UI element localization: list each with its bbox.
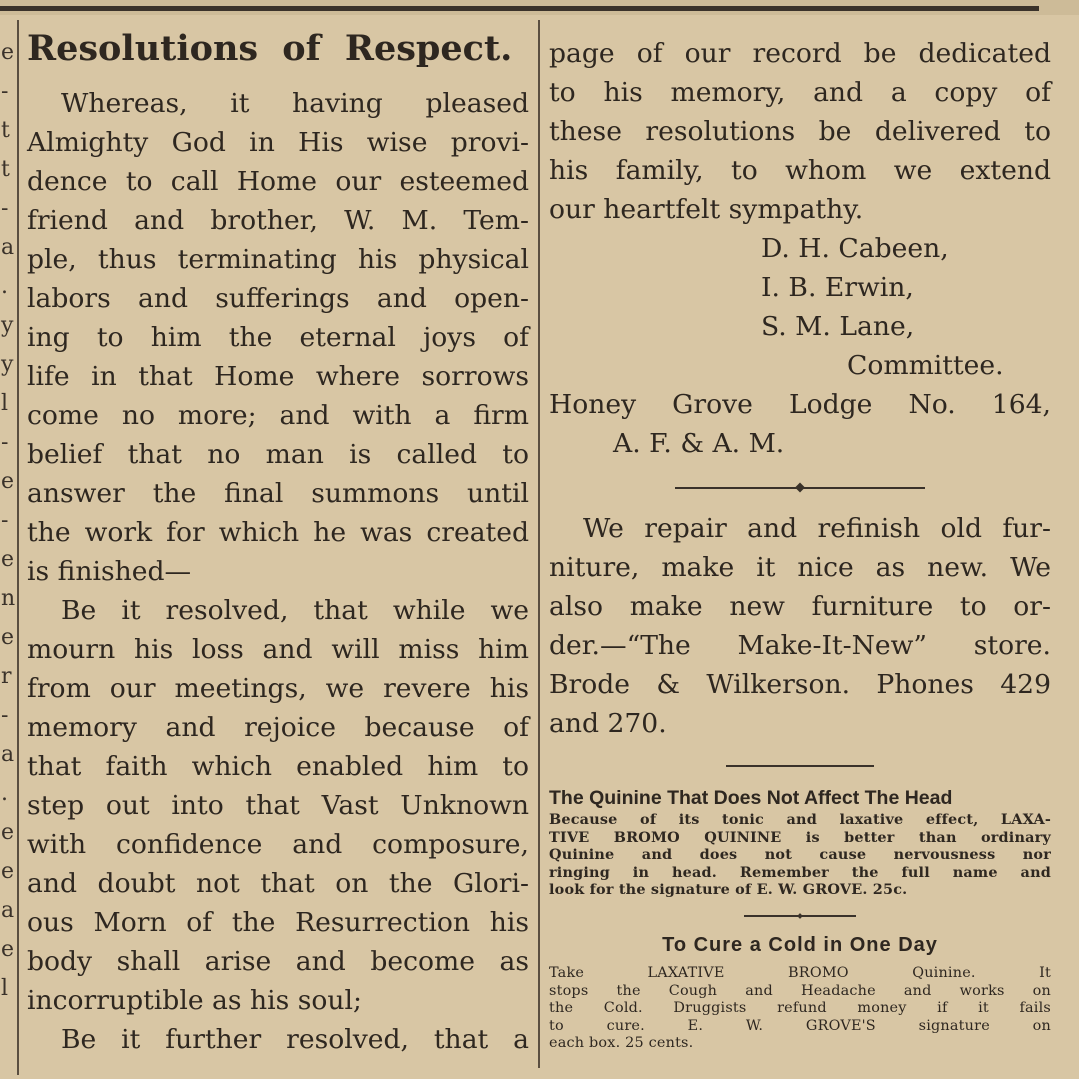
ad-line: TIVE BROMO QUININE is better than ordinary	[549, 828, 1051, 846]
paragraph-line: our heartfelt sympathy.	[549, 194, 864, 225]
separator-rule-2	[726, 765, 874, 767]
ad-line: niture, make it nice as new. We	[549, 552, 1051, 583]
paragraph-line: dence to call Home our esteemed	[27, 166, 529, 197]
fragment-char: -	[1, 508, 9, 533]
masthead-rule	[0, 0, 1079, 15]
fragment-char: -	[1, 196, 9, 221]
ad-line: der.—“The Make-It-New” store.	[549, 630, 1051, 661]
fragment-char: t	[1, 157, 10, 182]
fragment-char: e	[1, 469, 15, 494]
paragraph-line: and doubt not that on the Glori-	[27, 868, 529, 899]
cold-ad-headline: To Cure a Cold in One Day	[662, 933, 938, 956]
paragraph-line: with confidence and composure,	[27, 829, 529, 860]
article-title: Resolutions of Respect.	[27, 28, 513, 69]
paragraph-line: from our meetings, we revere his	[27, 673, 529, 704]
paragraph-line: friend and brother, W. M. Tem-	[27, 205, 529, 236]
paragraph-line: step out into that Vast Unknown	[27, 790, 529, 821]
ad-line: and 270.	[549, 708, 667, 739]
fragment-char: .	[1, 781, 8, 806]
paragraph-line: body shall arise and become as	[27, 946, 529, 977]
ad-line: ringing in head. Remember the full name and	[549, 863, 1051, 881]
furniture-ad	[549, 509, 1051, 743]
quinine-ad	[549, 785, 1051, 899]
ad-line: We repair and refinish old fur-	[583, 513, 1051, 544]
fragment-char: l	[1, 976, 9, 1001]
paragraph-line: ous Morn of the Resurrection his	[27, 907, 529, 938]
fragment-char: a	[1, 235, 15, 260]
fragment-char: -	[1, 79, 9, 104]
paragraph-line: answer the final summons until	[27, 478, 529, 509]
paragraph-line: ple, thus terminating his physical	[27, 244, 529, 275]
paragraph-line: Be it resolved, that while we	[61, 595, 529, 626]
fragment-char: e	[1, 625, 15, 650]
paragraph-line: ing to him the eternal joys of	[27, 322, 529, 353]
paragraph-line: is finished—	[27, 556, 192, 587]
ad-line: to cure. E. W. GROVE'S signature on	[549, 1017, 1051, 1034]
resolutions-article	[27, 24, 529, 1059]
paragraph-line: belief that no man is called to	[27, 439, 529, 470]
ad-line: look for the signature of E. W. GROVE. 25c.	[549, 881, 908, 899]
paragraph-line: mourn his loss and will miss him	[27, 634, 529, 665]
separator-rule-1	[675, 487, 925, 489]
fragment-char: y	[1, 313, 14, 338]
paragraph-line: Be it further resolved, that a	[61, 1024, 529, 1055]
lodge-affiliation: A. F. & A. M.	[613, 428, 785, 459]
paragraph-line: page of our record be dedicated	[549, 38, 1051, 69]
fragment-char: e	[1, 937, 15, 962]
article-paragraph-3	[27, 1020, 529, 1059]
cold-ad-body	[549, 965, 1051, 1053]
fragment-char: .	[1, 274, 8, 299]
paragraph-line: that faith which enabled him to	[27, 751, 529, 782]
article-paragraph-2	[27, 591, 529, 1020]
paragraph-line: his family, to whom we extend	[549, 155, 1051, 186]
lodge-name: Honey Grove Lodge No. 164,	[549, 389, 1051, 420]
signatories	[549, 229, 1051, 463]
paragraph-line: Whereas, it having pleased	[61, 88, 529, 119]
paragraph-line: come no more; and with a firm	[27, 400, 529, 431]
fragment-char: l	[1, 391, 9, 416]
ad-line: each box. 25 cents.	[549, 1035, 694, 1052]
ad-line: stops the Cough and Headache and works on	[549, 982, 1051, 999]
fragment-char: -	[1, 430, 9, 455]
signatory-3: S. M. Lane,	[761, 311, 915, 342]
article-continued	[549, 34, 1051, 229]
column-divider-left	[17, 20, 19, 1075]
paragraph-line: to his memory, and a copy of	[549, 77, 1051, 108]
paragraph-line: Almighty God in His wise provi-	[27, 127, 529, 158]
ad-line: also make new furniture to or-	[549, 591, 1051, 622]
separator-rule-3	[744, 915, 856, 917]
column-divider-center	[538, 20, 540, 1068]
fragment-char: y	[1, 352, 14, 377]
ad-line: Take LAXATIVE BROMO Quinine. It	[549, 964, 1051, 981]
paragraph-line: labors and sufferings and open-	[27, 283, 529, 314]
ad-line: Because of its tonic and laxative effect, LAXA-	[549, 811, 1051, 828]
fragment-char: r	[1, 664, 12, 689]
fragment-char: e	[1, 40, 15, 65]
fragment-char: a	[1, 742, 15, 767]
cold-ad	[549, 931, 1051, 1053]
paragraph-line: incorruptible as his soul;	[27, 985, 362, 1016]
right-column	[549, 34, 1051, 1053]
fragment-char: e	[1, 547, 15, 572]
adjacent-column-fragment	[0, 20, 16, 1079]
paragraph-line: memory and rejoice because of	[27, 712, 529, 743]
ad-line: Brode & Wilkerson. Phones 429	[549, 669, 1051, 700]
signatory-1: D. H. Cabeen,	[761, 233, 949, 264]
fragment-char: t	[1, 118, 10, 143]
paragraph-line: life in that Home where sorrows	[27, 361, 529, 392]
paragraph-line: the work for which he was created	[27, 517, 529, 548]
paragraph-line: these resolutions be delivered to	[549, 116, 1051, 147]
committee-label: Committee.	[847, 350, 1004, 381]
article-paragraph-1	[27, 84, 529, 591]
ad-line: the Cold. Druggists refund money if it fails	[549, 1000, 1051, 1017]
fragment-char: e	[1, 859, 15, 884]
fragment-char: a	[1, 898, 15, 923]
signatory-2: I. B. Erwin,	[761, 272, 914, 303]
fragment-char: e	[1, 820, 15, 845]
quinine-ad-body	[549, 811, 1051, 899]
ad-line: Quinine and does not cause nervousness nor	[549, 846, 1051, 864]
fragment-char: -	[1, 703, 9, 728]
fragment-char: n	[1, 586, 16, 611]
quinine-ad-headline: The Quinine That Does Not Affect The Head	[549, 787, 953, 809]
